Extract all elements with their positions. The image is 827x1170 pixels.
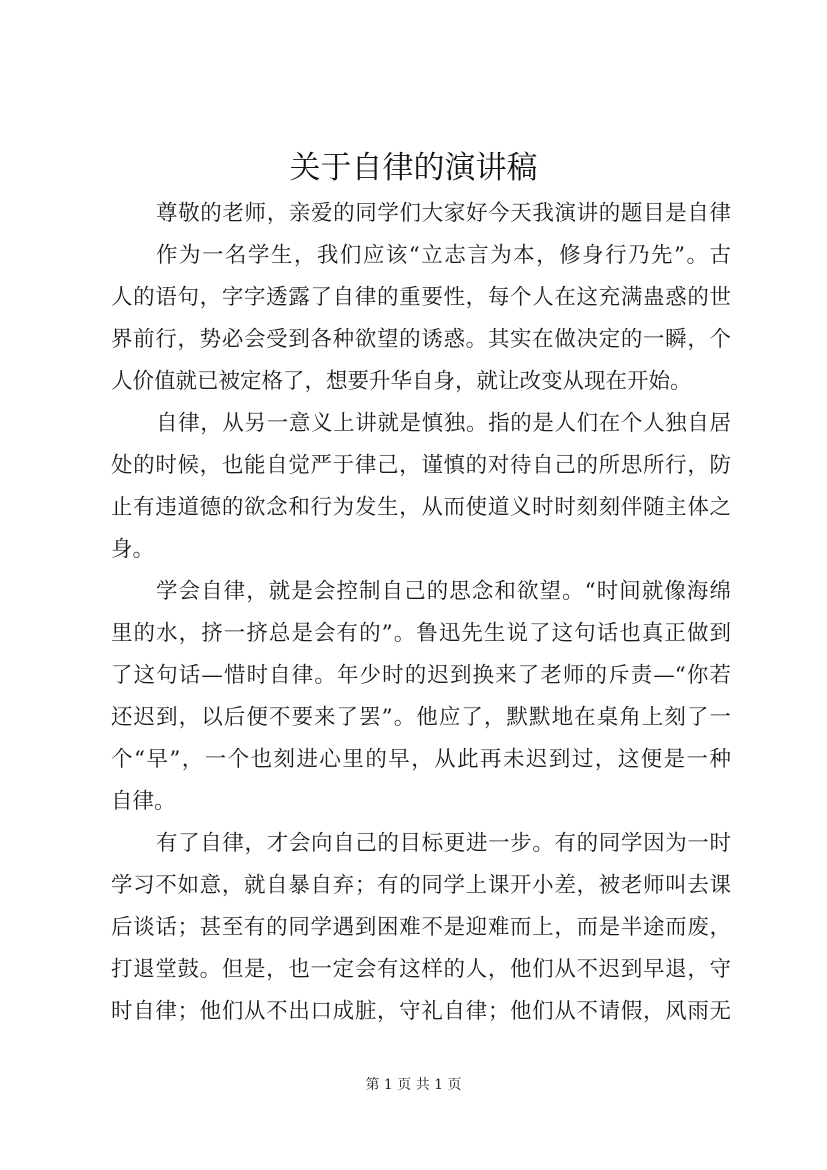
text-line: 有了自律，才会向自己的目标更进一步。有的同学因为一时: [156, 831, 731, 856]
text-line: 止有违道德的欲念和行为发生，从而使道义时时刻刻伴随主体之: [111, 495, 731, 520]
text-line: 个“早”，一个也刻进心里的早，从此再未迟到过，这便是一种: [111, 747, 731, 772]
document-title: 关于自律的演讲稿: [289, 150, 538, 186]
text-line: 人价值就已被定格了，想要升华自身，就让改变从现在开始。: [111, 369, 692, 394]
text-line: 身。: [111, 537, 155, 562]
text-line: 打退堂鼓。但是，也一定会有这样的人，他们从不迟到早退，守: [111, 957, 731, 982]
text-line: 人的语句，字字透露了自律的重要性，每个人在这充满蛊惑的世: [111, 285, 731, 310]
text-line: 学会自律，就是会控制自己的思念和欲望。“时间就像海绵: [156, 579, 731, 604]
text-line: 里的水，挤一挤总是会有的”。鲁迅先生说了这句话也真正做到: [111, 621, 731, 646]
text-line: 处的时候，也能自觉严于律己，谨慎的对待自己的所思所行，防: [111, 453, 731, 478]
text-line: 还迟到，以后便不要来了罢”。他应了，默默地在桌角上刻了一: [111, 705, 731, 730]
text-line: 后谈话；甚至有的同学遇到困难不是迎难而上，而是半途而废，: [111, 915, 731, 940]
text-line: 时自律；他们从不出口成脏，守礼自律；他们从不请假，风雨无: [111, 999, 731, 1024]
text-line: 自律，从另一意义上讲就是慎独。指的是人们在个人独自居: [156, 411, 731, 436]
page-footer: 第 1 页 共 1 页: [365, 1077, 462, 1093]
text-line: 界前行，势必会受到各种欲望的诱惑。其实在做决定的一瞬，个: [111, 327, 731, 352]
text-line: 学习不如意，就自暴自弃；有的同学上课开小差，被老师叫去课: [111, 873, 731, 898]
text-line: 了这句话—惜时自律。年少时的迟到换来了老师的斥责—“你若: [111, 663, 731, 688]
text-line: 自律。: [111, 789, 176, 814]
text-line: 尊敬的老师，亲爱的同学们大家好今天我演讲的题目是自律: [156, 201, 731, 226]
text-line: 作为一名学生，我们应该“立志言为本，修身行乃先”。古: [156, 243, 731, 268]
